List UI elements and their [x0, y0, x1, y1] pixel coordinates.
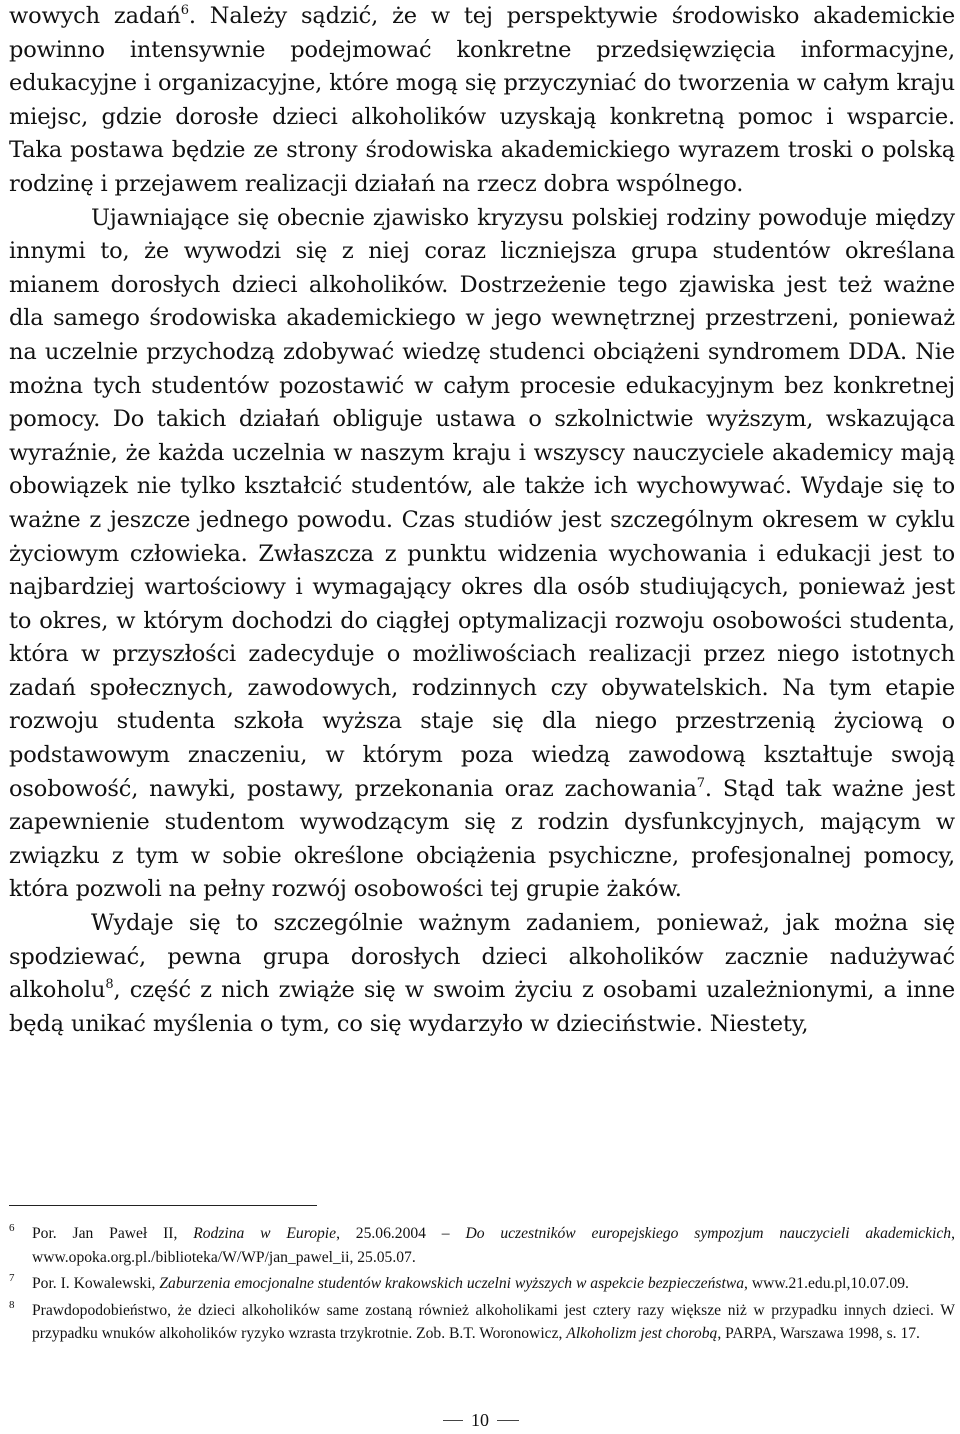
paragraph-3: [9, 907, 955, 1041]
text-span: . Należy sądzić, że w tej perspektywie środowisko akademickie powinno intensywnie podejmować konkretne przedsięwzięcia informacyjne, edukacyjne i organizacyjne, które mogą się przyczyniać do tworzenia w całym kraju miejsc, gdzie dorosłe dzieci alkoholików uzyskają konkretną pomoc i wsparcie. Taka postawa będzie ze strony środowiska akademickiego wyrazem troski o polską rodzinę i przejawem realizacji działań na rzecz dobra wspólnego.: [9, 3, 955, 197]
footnote-ref-7[interactable]: 7: [696, 775, 705, 791]
text-span: Wydaje się to szczególnie ważnym zadaniem, ponieważ, jak można się spodziewać, pewna grupa dorosłych dzieci alkoholików zacznie nadużywać alkoholu: [9, 910, 955, 1004]
footnote-ref-8[interactable]: 8: [105, 977, 114, 993]
footnote-title: Alkoholizm jest chorobą: [566, 1325, 718, 1343]
text-span: wowych zadań: [9, 3, 181, 29]
main-text: [9, 0, 955, 1041]
text-span: Ujawniające się obecnie zjawisko kryzysu polskiej rodziny powoduje między innymi to, że wywodzi się z niej coraz liczniejsza grupa studentów określana mianem dorosłych dzieci alkoholików. Dostrzeżenie tego zjawiska jest też ważne dla samego środowiska akademickiego w jego wewnętrznej przestrzeni, ponieważ na uczelnie przychodzą zdobywać wiedzę studenci obciążeni syndromem DDA. Nie można tych studentów pozostawić w całym procesie edukacyjnym bez konkretnej pomocy. Do takich działań obliguje ustawa o szkolnictwie wyższym, wskazująca wyraźnie, że każda uczelnia w naszym kraju i wszyscy nauczyciele akademicy mają obowiązek nie tylko kształcić studentów, ale także ich wychowywać. Wydaje się to ważne z jeszcze jednego powodu. Czas studiów jest szczególnym okresem w cyklu życiowym człowieka. Zwłaszcza z punktu widzenia wychowania i edukacji jest to najbardziej wartościowy i wymagający okres dla osób studiujących, ponieważ jest to okres, w którym dochodzi do ciągłej optymalizacji rozwoju osobowości studenta, która w przyszłości zadecyduje o możliwościach realizacji przez niego istotnych zadań społecznych, zawodowych, rodzinnych czy obywatelskich. Na tym etapie rozwoju studenta szkoła wyższa staje się dla niego przestrzenią życiową o podstawowym znaczeniu, w którym poza wiedzą zawodową kształtuje swoją osobowość, nawyki, postawy, przekonania oraz zachowania: [9, 204, 955, 802]
text-span: , część z nich zwiąże się w swoim życiu z osobami uzależnionymi, a inne będą unikać myślenia o tym, co się wydarzyło w dzieciństwie. Niestety,: [9, 977, 955, 1037]
footnote-text: , 25.06.2004 –: [336, 1225, 466, 1242]
footnote-number: 8: [9, 1298, 15, 1311]
footnote-text: Por. I. Kowalewski,: [32, 1275, 160, 1293]
footnote-7: [9, 1272, 955, 1296]
footnote-6: [9, 1222, 955, 1269]
footnote-title: Do uczestników europejskiego sympozjum nauczycieli akademickich: [465, 1225, 952, 1242]
footnote-text: , www.21.edu.pl,10.07.09.: [744, 1275, 909, 1293]
footnote-title: Rodzina w Europie: [193, 1225, 337, 1242]
footnote-8: [9, 1299, 955, 1346]
page-number-label: 10: [463, 1410, 497, 1430]
footnote-text: , www.opoka.org.pl./biblioteka/W/WP/jan_pawel_ii, 25.05.07.: [32, 1225, 955, 1266]
page-content: [9, 0, 955, 1041]
page-number: [0, 1410, 960, 1431]
footnote-text: Prawdopodobieństwo, że dzieci alkoholików same zostaną również alkoholikami jest cztery razy większe niż w przypadku innych dzieci. W przypadku wnuków alkoholików ryzyko wzrasta trzykrotnie. Zob. B.T. Woronowicz,: [32, 1301, 955, 1343]
footnote-number: 7: [9, 1272, 15, 1285]
footnotes: [9, 1222, 955, 1349]
footnote-number: 6: [9, 1222, 15, 1234]
text-span: . Stąd tak ważne jest zapewnienie studentom wywodzącym się z rodzin dysfunkcyjnych, mającym w związku z tym w sobie określone obciążenia psychiczne, profesjonalnej pomocy, która pozwoli na pełny rozwój osobowości tej grupie żaków.: [9, 775, 955, 903]
footnote-title: Zaburzenia emocjonalne studentów krakowskich uczelni wyższych w aspekcie bezpieczeństwa: [159, 1275, 745, 1293]
footnote-text: , PARPA, Warszawa 1998, s. 17.: [717, 1325, 920, 1343]
footnote-separator: [9, 1205, 317, 1206]
paragraph-1: [9, 0, 955, 202]
paragraph-2: [9, 202, 955, 907]
footnote-ref-6[interactable]: 6: [180, 3, 189, 18]
footnote-text: Por. Jan Paweł II,: [32, 1225, 194, 1242]
